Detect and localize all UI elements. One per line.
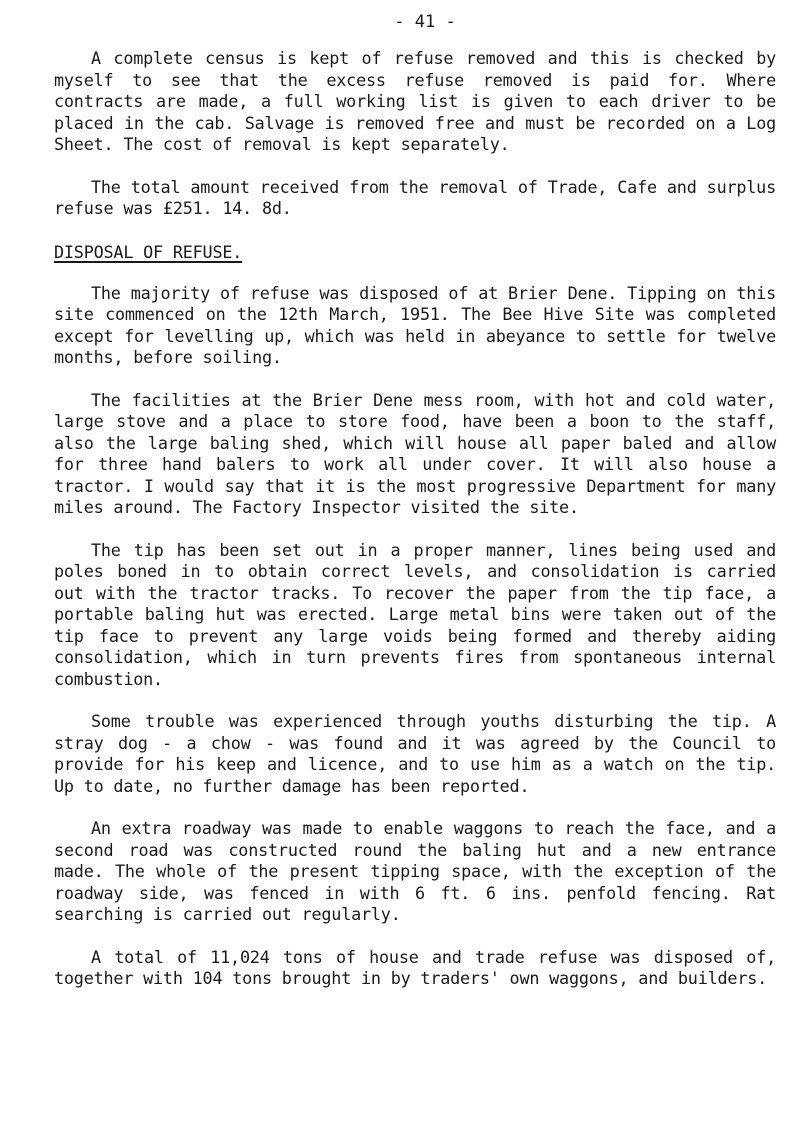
page-number: - 41 - [394,12,456,32]
paragraph-trouble: Some trouble was experienced through youths disturbing the tip. A stray dog - a chow - was found and it was agreed by the Council to provide for his keep and licence, and to use him as a watch on the tip. Up to date, no further damage has been reported. [54,711,776,796]
paragraph-census: A complete census is kept of refuse removed and this is checked by myself to see that the excess refuse removed is paid for. Where contracts are made, a full working list is given to each driver to be placed in the cab. Salvage is removed free and must be recorded on a Log Sheet. The cost of removal is kept separately. [54,48,776,154]
paragraph-brier-dene: The majority of refuse was disposed of at Brier Dene. Tipping on this site commenced on the 12th March, 1951. The Bee Hive Site was completed except for levelling up, which was held in abeyance to settle for twelve months, before soiling. [54,282,776,367]
section-heading: DISPOSAL OF REFUSE. [54,241,243,262]
paragraph-total-tons: A total of 11,024 tons of house and trade refuse was disposed of, together with 104 tons brought in by traders' own waggons, and builders. [54,946,776,988]
paragraph-amount-received: The total amount received from the removal of Trade, Cafe and surplus refuse was £251. 14. 8d. [54,176,776,218]
paragraph-tip-layout: The tip has been set out in a proper manner, lines being used and poles boned in to obtain correct levels, and consolidation is carried out with the tractor tracks. To recover the paper from the tip face, a portable baling hut was erected. Large metal bins were taken out of the tip face to prevent any large voids being formed and thereby aiding consolidation, which in turn prevents fires from spontaneous internal combustion. [54,539,776,689]
paragraph-facilities: The facilities at the Brier Dene mess room, with hot and cold water, large stove and a place to store food, have been a boon to the staff, also the large baling shed, which will house all paper baled and allow for three hand balers to work all under cover. It will also house a tractor. I would say that it is the most progressive Department for many miles around. The Factory Inspector visited the site. [54,389,776,517]
paragraph-roadway: An extra roadway was made to enable waggons to reach the face, and a second road was constructed round the baling hut and a new entrance made. The whole of the present tipping space, with the exception of the roadway side, was fenced in with 6 ft. 6 ins. penfold fencing. Rat searching is carried out regularly. [54,818,776,924]
